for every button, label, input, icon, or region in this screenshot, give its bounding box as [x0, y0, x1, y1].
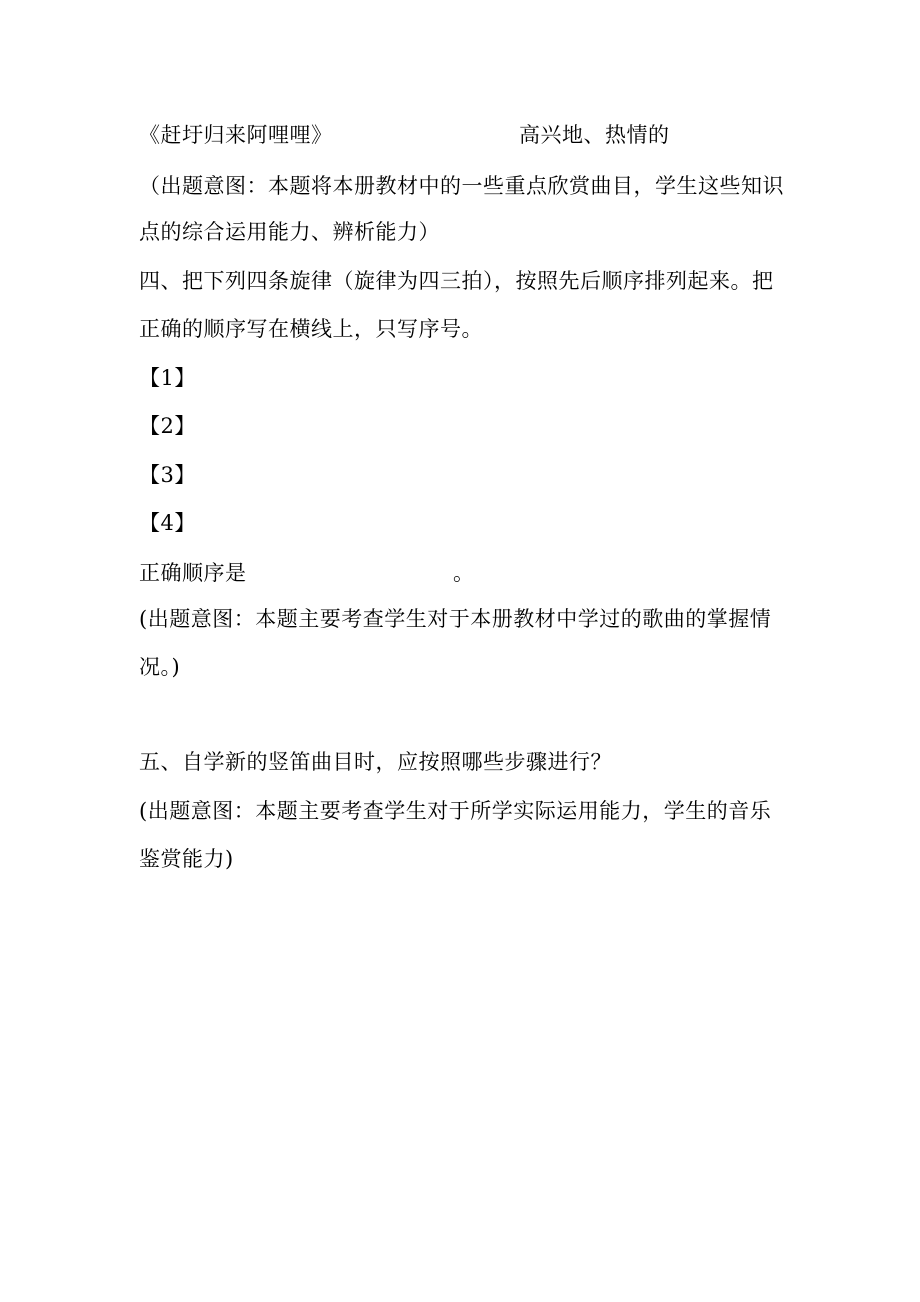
song-mood: 高兴地、热情的: [519, 123, 670, 147]
section5-intent-line1: (出题意图：本题主要考查学生对于所学实际运用能力，学生的音乐: [139, 799, 772, 823]
section4-intent-line1: (出题意图：本题主要考查学生对于本册教材中学过的歌曲的掌握情: [139, 607, 772, 631]
melody-label-1: 【1】: [139, 366, 196, 390]
section5-intent-line2: 鉴赏能力): [139, 847, 234, 871]
section4-question-line1: 四、把下列四条旋律（旋律为四三拍），按照先后顺序排列起来。把: [139, 269, 774, 293]
section3-intent-line1: （出题意图：本题将本册教材中的一些重点欣赏曲目，学生这些知识: [139, 174, 784, 198]
answer-label: 正确顺序是: [139, 561, 247, 585]
section4-intent-line2: 况。): [139, 655, 181, 679]
section5-question: 五、自学新的竖笛曲目时，应按照哪些步骤进行？: [139, 750, 612, 774]
melody-label-4: 【4】: [139, 511, 196, 535]
section3-intent-line2: 点的综合运用能力、辨析能力）: [139, 220, 440, 244]
answer-period: 。: [453, 561, 474, 585]
section4-question-line2: 正确的顺序写在横线上，只写序号。: [139, 317, 483, 341]
song-title: 《赶圩归来阿哩哩》: [139, 123, 333, 147]
melody-label-3: 【3】: [139, 463, 196, 487]
melody-label-2: 【2】: [139, 414, 196, 438]
